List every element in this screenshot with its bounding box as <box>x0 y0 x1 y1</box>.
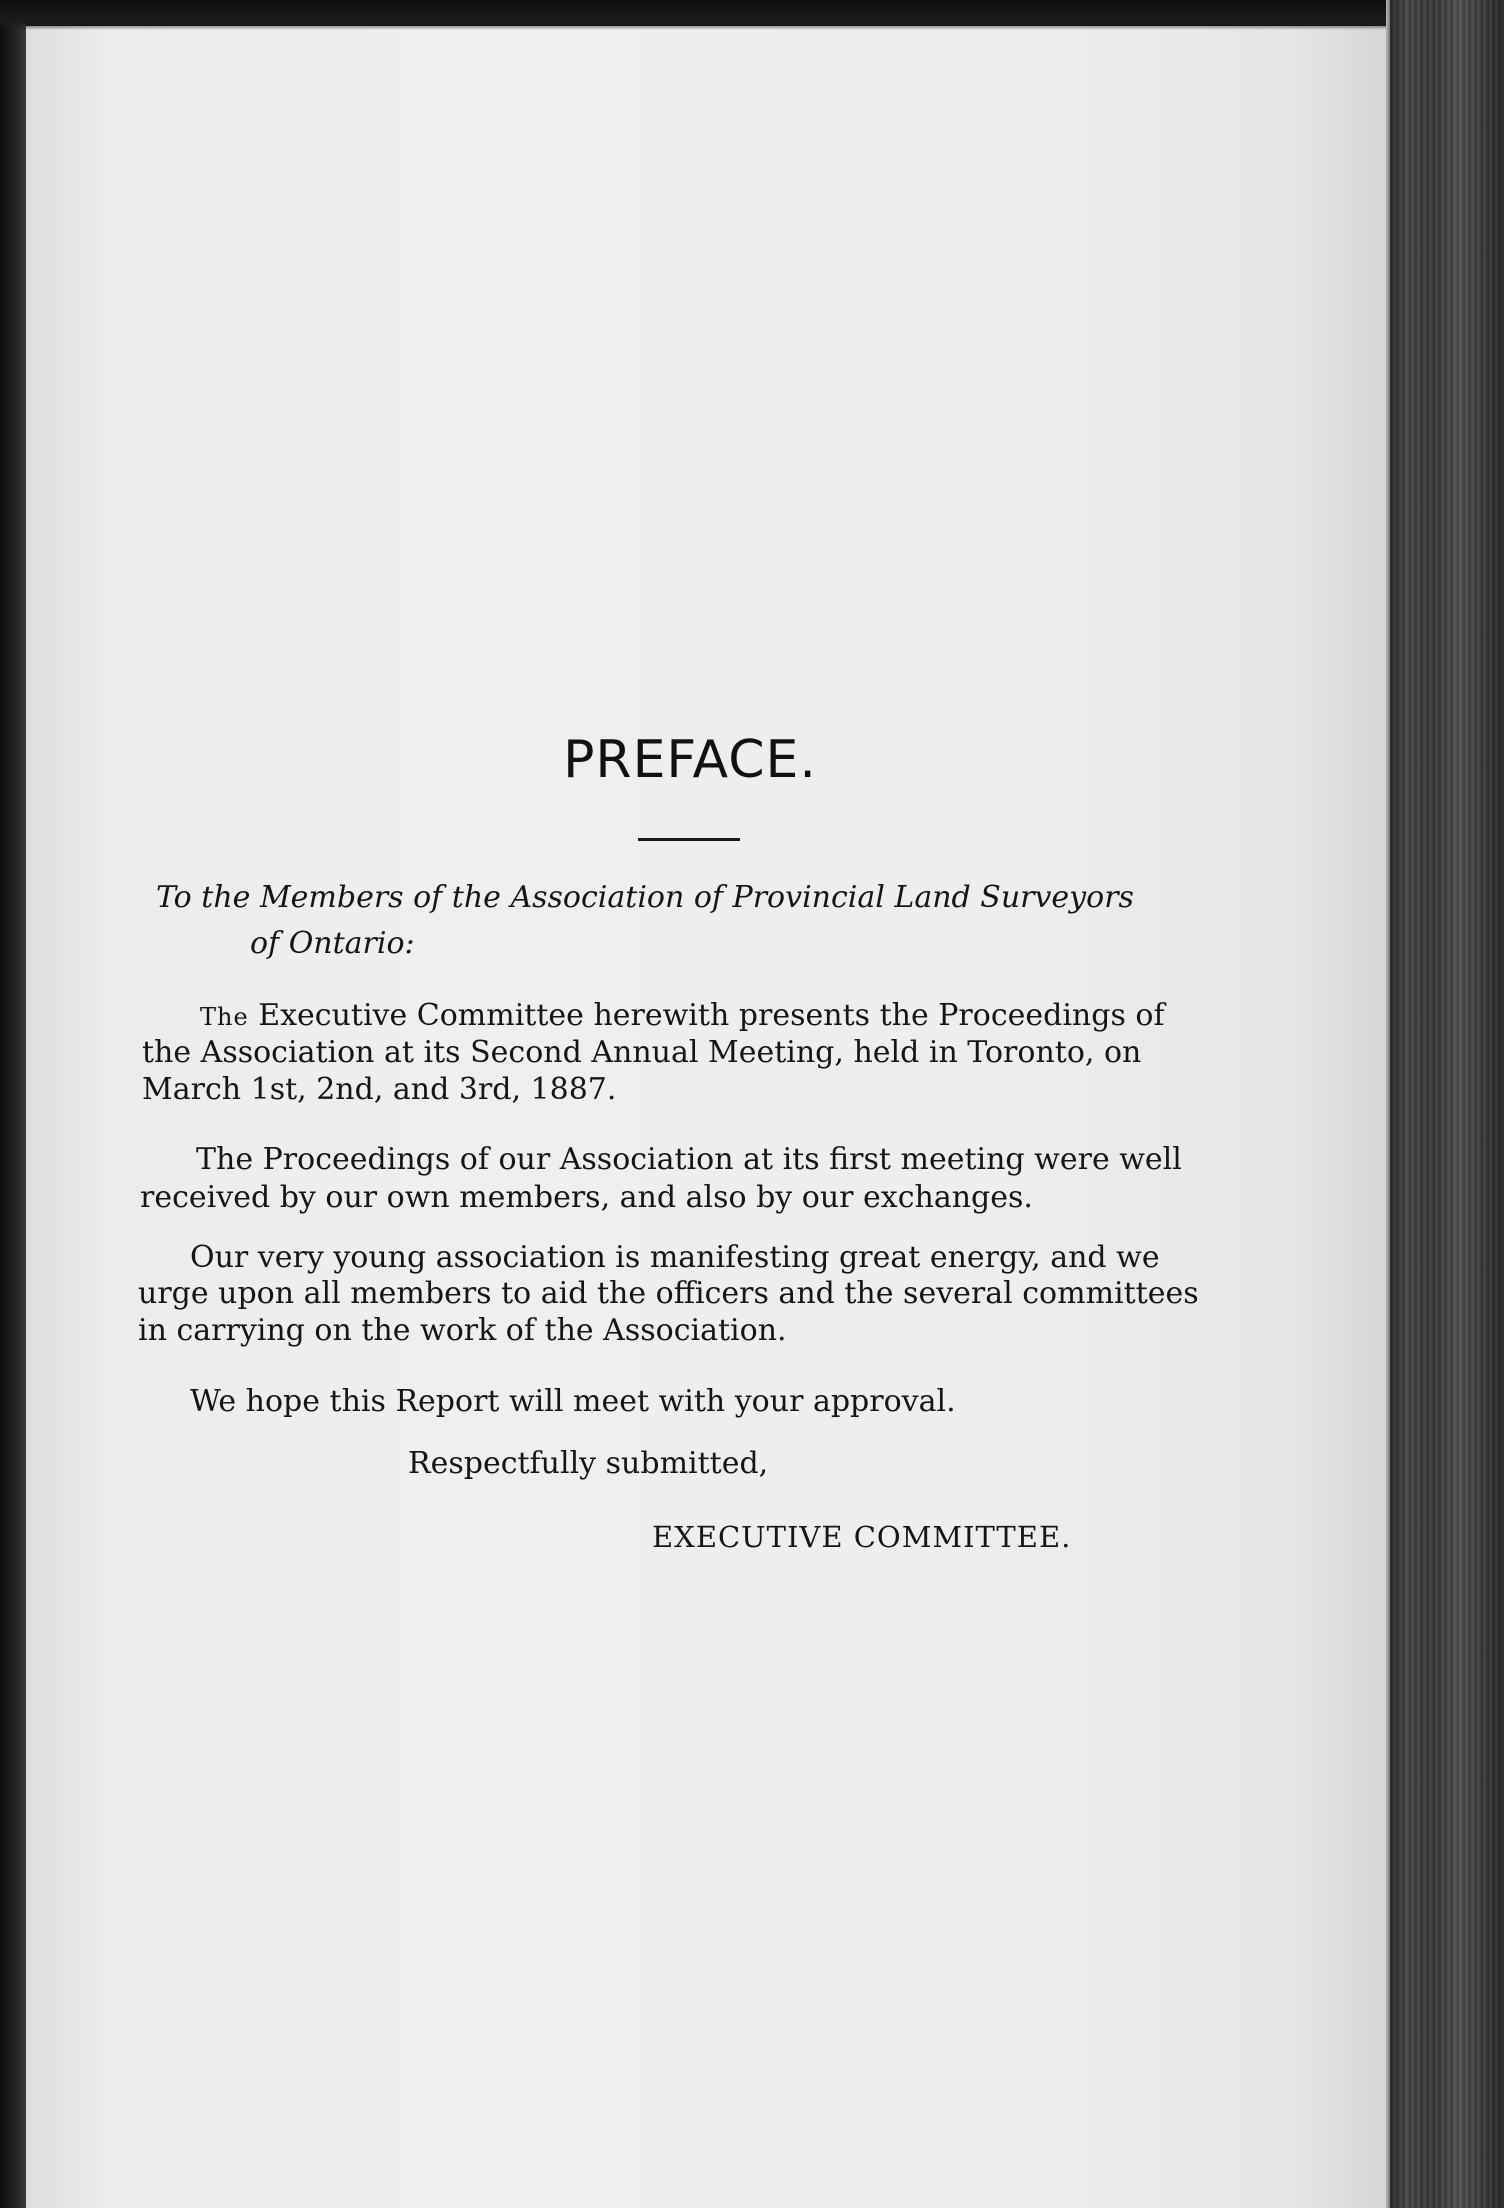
salutation-line-2: of Ontario: <box>250 926 415 961</box>
closing-line: Respectfully submitted, <box>408 1446 769 1481</box>
paragraph-1-line-3: March 1st, 2nd, and 3rd, 1887. <box>142 1072 617 1107</box>
paper-page <box>26 26 1398 2208</box>
paragraph-2-line-1: The Proceedings of our Association at its first meeting were well <box>196 1142 1182 1177</box>
paragraph-3-line-2: urge upon all members to aid the officers and the several committees <box>138 1276 1199 1311</box>
top-edge-shadow <box>0 0 1504 30</box>
title-rule <box>638 838 740 841</box>
book-gutter-shadow <box>0 0 26 2208</box>
paragraph-4-line-1: We hope this Report will meet with your approval. <box>190 1384 956 1419</box>
book-cover-edge <box>1390 0 1504 2208</box>
paragraph-3-line-3: in carrying on the work of the Association. <box>138 1313 787 1348</box>
signature: EXECUTIVE COMMITTEE. <box>652 1520 1072 1554</box>
paragraph-1-line-1-text: Executive Committee herewith presents the Proceedings of <box>248 998 1165 1033</box>
page-title: PREFACE. <box>563 730 817 790</box>
paragraph-1-lead-word: The <box>200 1003 249 1031</box>
paragraph-1-line-2: the Association at its Second Annual Meeting, held in Toronto, on <box>142 1035 1142 1070</box>
paragraph-1-line-1 <box>200 998 1165 1033</box>
salutation-line-1: To the Members of the Association of Provincial Land Surveyors <box>156 880 1134 915</box>
paragraph-3-line-1: Our very young association is manifesting great energy, and we <box>190 1240 1160 1275</box>
paragraph-2-line-2: received by our own members, and also by our exchanges. <box>140 1180 1033 1215</box>
